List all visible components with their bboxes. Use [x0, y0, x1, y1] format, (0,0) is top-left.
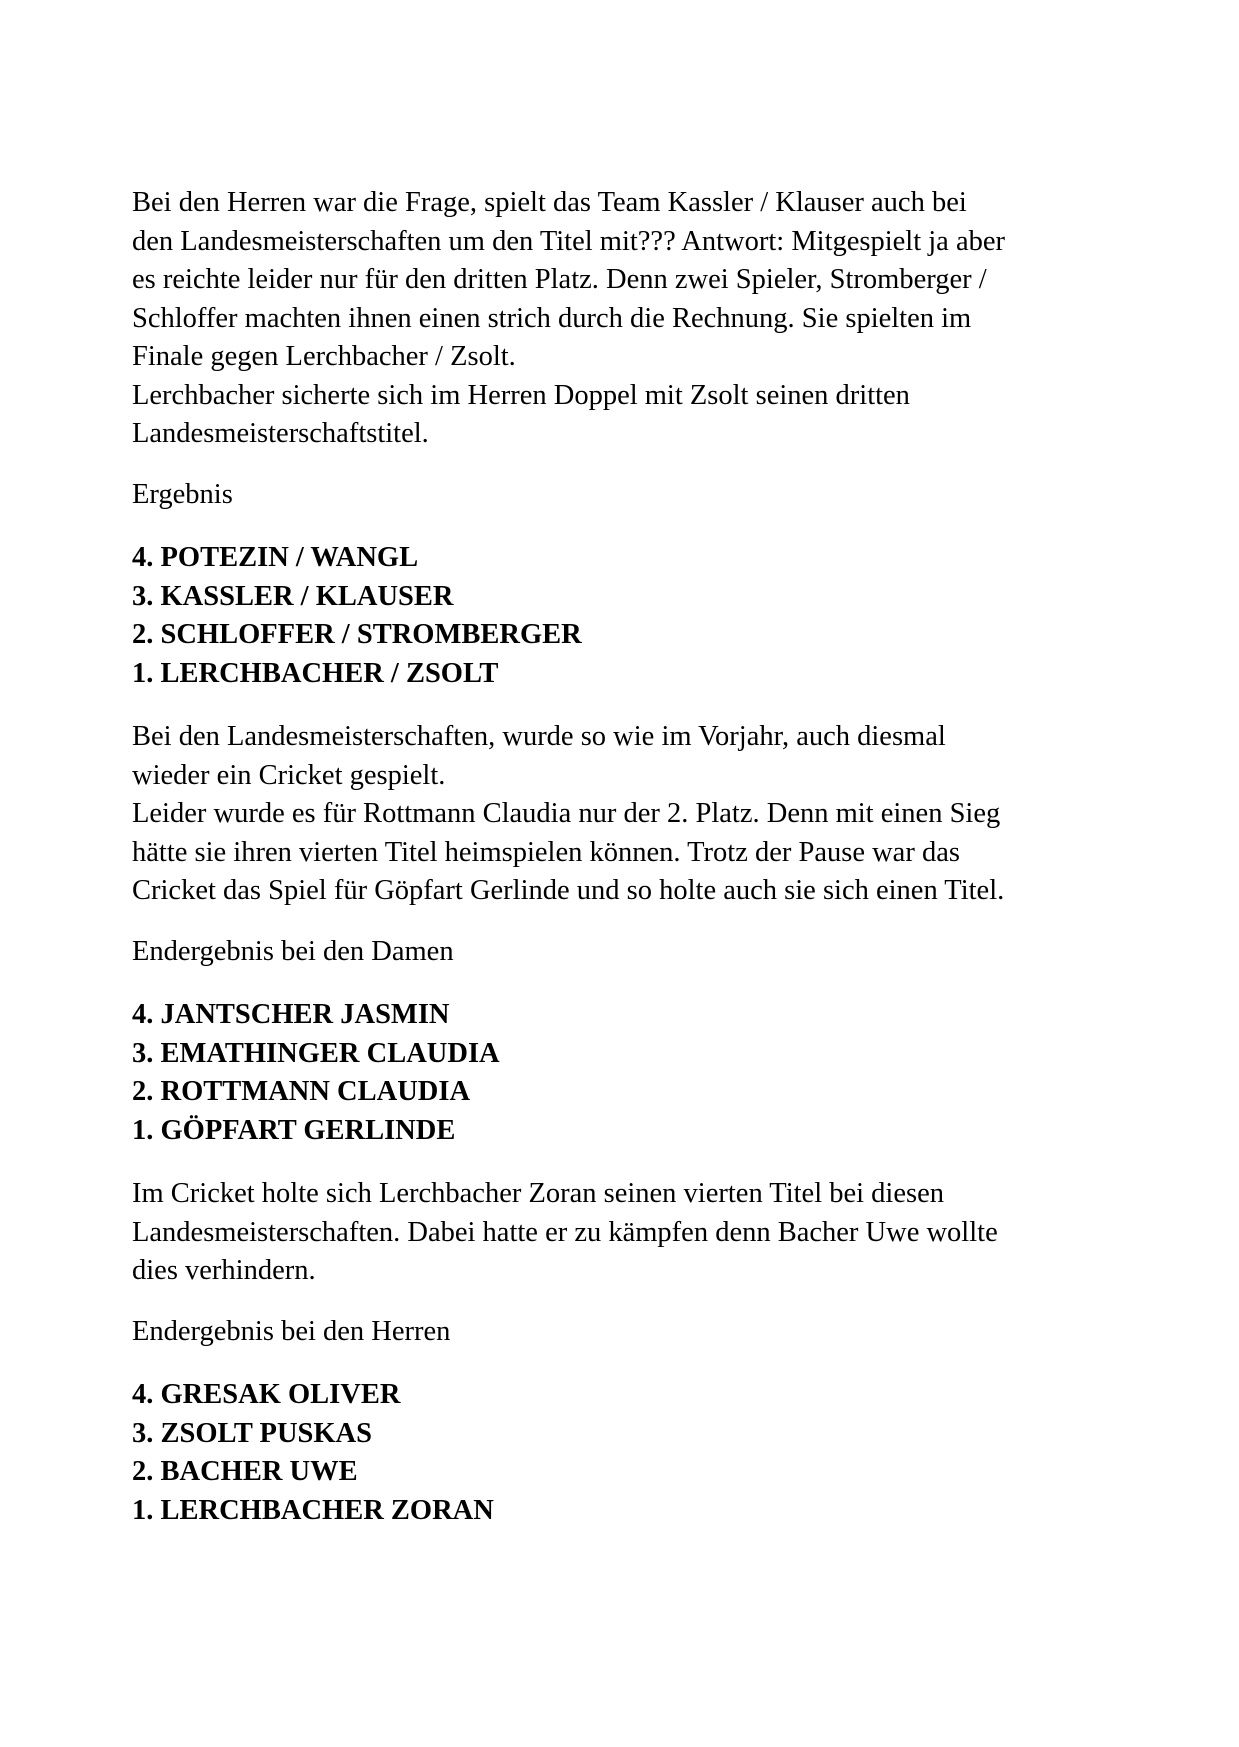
herren-doppel-paragraph: [132, 184, 1132, 454]
result-item: 2. BACHER UWE: [132, 1456, 358, 1487]
text-line: Cricket das Spiel für Göpfart Gerlinde und so holte auch sie sich einen Titel.: [132, 875, 1005, 906]
herren-results: [132, 1376, 1132, 1530]
result-item: 3. KASSLER / KLAUSER: [132, 580, 454, 612]
text-line: Im Cricket holte sich Lerchbacher Zoran seinen vierten Titel bei diesen: [132, 1178, 944, 1209]
text-line: wieder ein Cricket gespielt.: [132, 759, 446, 791]
herren-results-heading: Endergebnis bei den Herren: [132, 1315, 451, 1347]
result-item: 4. POTEZIN / WANGL: [132, 542, 419, 573]
damen-results-heading: Endergebnis bei den Damen: [132, 935, 454, 967]
text-line: Bei den Herren war die Frage, spielt das Team Kassler / Klauser auch bei: [132, 187, 967, 218]
text-line: Bei den Landesmeisterschaften, wurde so wie im Vorjahr, auch diesmal: [132, 721, 946, 752]
result-item: 2. ROTTMANN CLAUDIA: [132, 1076, 471, 1107]
text-line: den Landesmeisterschaften um den Titel mit??? Antwort: Mitgespielt ja aber: [132, 225, 1005, 257]
text-line: Lerchbacher sicherte sich im Herren Doppel mit Zsolt seinen dritten: [132, 379, 910, 411]
result-item: 1. GÖPFART GERLINDE: [132, 1114, 456, 1146]
document-content: [132, 184, 1132, 1530]
text-line: Landesmeisterschaftstitel.: [132, 418, 429, 449]
damen-cricket-paragraph: [132, 718, 1132, 911]
result-item: 4. JANTSCHER JASMIN: [132, 999, 450, 1030]
ergebnis-heading: Ergebnis: [132, 478, 233, 510]
text-line: es reichte leider nur für den dritten Platz. Denn zwei Spieler, Stromberger /: [132, 264, 987, 295]
result-item: 1. LERCHBACHER / ZSOLT: [132, 657, 499, 689]
text-line: Finale gegen Lerchbacher / Zsolt.: [132, 341, 516, 372]
damen-results: [132, 996, 1132, 1150]
result-item: 4. GRESAK OLIVER: [132, 1379, 401, 1410]
text-line: Landesmeisterschaften. Dabei hatte er zu kämpfen denn Bacher Uwe wollte: [132, 1216, 998, 1248]
result-item: 2. SCHLOFFER / STROMBERGER: [132, 619, 582, 650]
text-line: Schloffer machten ihnen einen strich durch die Rechnung. Sie spielten im: [132, 302, 972, 334]
result-item: 3. EMATHINGER CLAUDIA: [132, 1037, 500, 1069]
result-item: 1. LERCHBACHER ZORAN: [132, 1494, 494, 1526]
text-line: Leider wurde es für Rottmann Claudia nur der 2. Platz. Denn mit einen Sieg: [132, 798, 1001, 829]
text-line: dies verhindern.: [132, 1255, 316, 1286]
result-item: 3. ZSOLT PUSKAS: [132, 1417, 372, 1449]
herren-doppel-results: [132, 539, 1132, 693]
text-line: hätte sie ihren vierten Titel heimspielen können. Trotz der Pause war das: [132, 836, 960, 868]
herren-cricket-paragraph: [132, 1175, 1132, 1291]
